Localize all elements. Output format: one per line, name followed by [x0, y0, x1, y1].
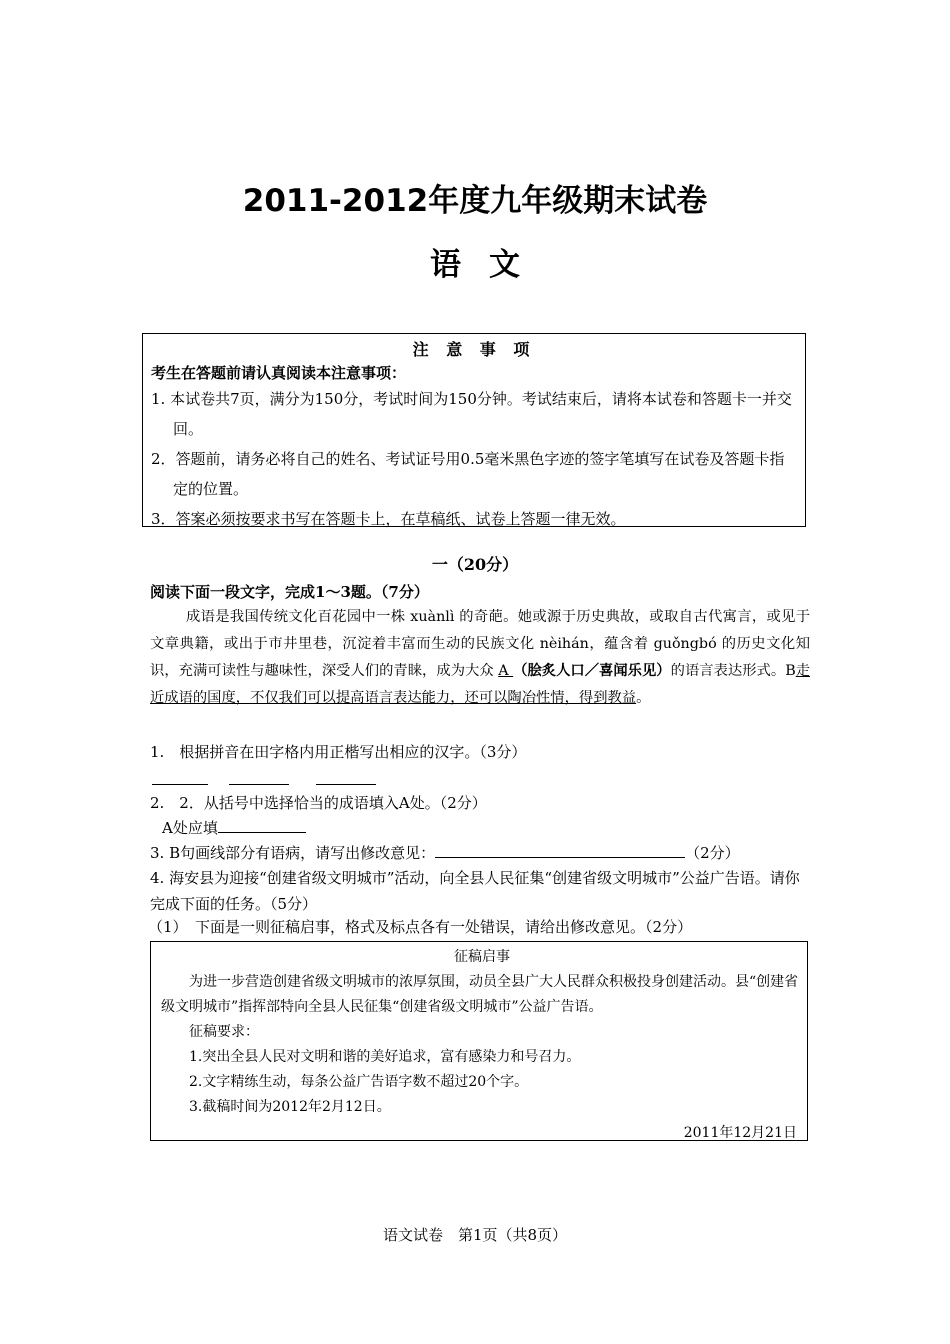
answer-blank[interactable]	[316, 768, 376, 785]
notice-box	[142, 333, 806, 527]
passage-text: 成语是我国传统文化百花园中一株 xuànlì 的奇葩。她或源于历史典故，或取自古代寓言，或见于文章典籍，或出于市井里巷，沉淀着丰富而生动的民族文化 nèihán，蕴含着 guǒngbó 的历史文化知识，充满可读性与趣味性，深受人们的青睐，成为大众	[150, 609, 810, 679]
solicitation-notice	[150, 941, 808, 1141]
question-1: 1. 根据拼音在田字格内用正楷写出相应的汉字。（3分）	[150, 743, 527, 761]
answer-blank[interactable]	[229, 768, 289, 785]
answer-blank[interactable]	[152, 768, 208, 785]
subject-title	[0, 240, 950, 290]
question-2-fill	[150, 815, 822, 841]
notice-item: 3．答案必须按要求书写在答题卡上，在草稿纸、试卷上答题一律无效。	[151, 510, 626, 528]
question-2: 2. 2．从括号中选择恰当的成语填入A处。（2分）	[150, 794, 487, 812]
subject-char-2: 文	[489, 247, 520, 283]
notice-title: 注 意 事 项	[412, 340, 536, 359]
sentence-b: 走近成语的国度，不仅我们可以提高语言表达能力，还可以陶冶性情，得到教益	[150, 663, 811, 706]
solicitation-req: 2.文字精练生动，每条公益广告语字数不超过20个字。	[189, 1074, 529, 1090]
solicitation-req: 1.突出全县人民对文明和谐的美好追求，富有感染力和号召力。	[189, 1049, 581, 1065]
solicitation-body: 为进一步营造创建省级文明城市的浓厚氛围，动员全县广大人民群众积极投身创建活动。县“创建省级文明城市”指挥部特向全县人民征集“创建省级文明城市”公益广告语。	[161, 974, 799, 1015]
section-heading: 一（20分）	[431, 555, 519, 574]
solicitation-date: 2011年12月21日	[683, 1125, 797, 1141]
reading-passage	[150, 604, 810, 712]
fill-label: A处应填	[162, 819, 218, 837]
notice-item: 2．答题前，请务必将自己的姓名、考试证号用0.5毫米黑色字迹的签字笔填写在试卷及答题卡指定的位置。	[151, 450, 785, 498]
solicitation-req: 3.截稿时间为2012年2月12日。	[189, 1099, 391, 1115]
passage-text: 的语言表达形式。B	[670, 663, 796, 679]
blank-a: A	[498, 663, 514, 679]
notice-item: 1. 本试卷共7页，满分为150分，考试时间为150分钟。考试结束后，请将本试卷和答题卡一并交回。	[151, 390, 792, 438]
question-4: 4. 海安县为迎接“创建省级文明城市”活动，向全县人民征集“创建省级文明城市”公益广告语。请你完成下面的任务。（5分）	[150, 869, 800, 913]
reading-instruction: 阅读下面一段文字，完成1～3题。（7分）	[150, 583, 429, 601]
exam-title: 2011-2012年度九年级期末试卷	[242, 183, 708, 219]
fill-blank[interactable]	[435, 841, 685, 858]
answer-blanks	[150, 768, 810, 786]
question-3-score: （2分）	[685, 844, 740, 862]
solicitation-title: 征稿启事	[454, 949, 510, 965]
question-3	[150, 840, 810, 866]
subject-char-1: 语	[430, 247, 461, 283]
notice-intro: 考生在答题前请认真阅读本注意事项：	[151, 364, 407, 382]
solicitation-req-label: 征稿要求：	[189, 1024, 259, 1040]
page-footer: 语文试卷 第1页（共8页）	[382, 1226, 568, 1244]
idiom-choices: （脍炙人口／喜闻乐见）	[513, 663, 671, 679]
question-4-sub1: （1） 下面是一则征稿启事，格式及标点各有一处错误，请给出修改意见。（2分）	[148, 918, 693, 936]
fill-blank[interactable]	[218, 816, 306, 833]
question-3-label: 3. B句画线部分有语病，请写出修改意见：	[150, 844, 436, 862]
passage-text: 。	[636, 690, 651, 706]
